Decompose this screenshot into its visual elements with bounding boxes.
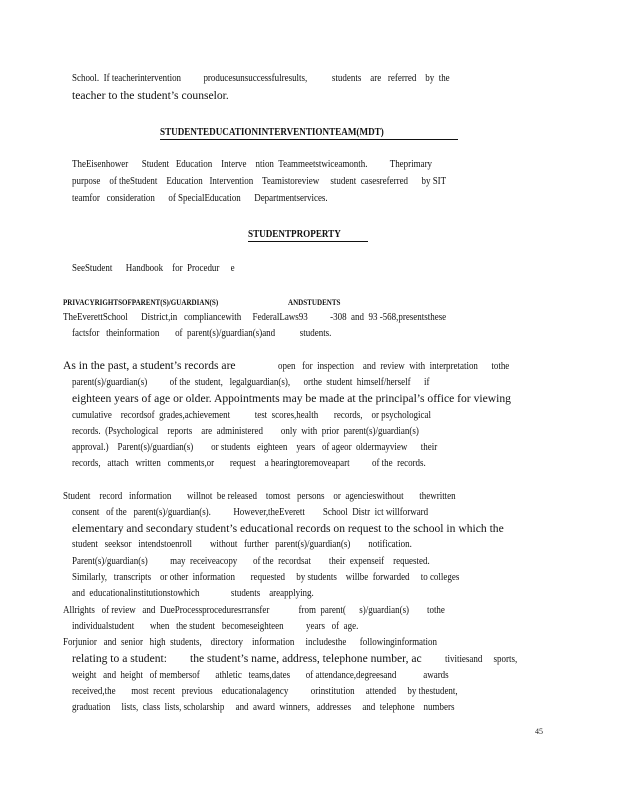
release-line-6: Similarly, transcripts or other information requested by students willbe forwarded to colleges <box>72 572 460 583</box>
release-line-4: student seeksor intendstoenroll without further parent(s)/guardian(s) notification. <box>72 539 412 550</box>
records-line-1b: open for inspection and review with interpretation tothe <box>278 361 510 372</box>
directory-line-2a: relating to a student: <box>72 652 167 665</box>
rights-line-1: Allrights of review and DueProcessproceduresrransfer from parent( s)/guardian(s) tothe <box>63 605 445 616</box>
records-line-4: cumulative recordsof grades,achievement test scores,health records, or psychological <box>72 410 431 421</box>
release-line-7: and educationalinstitutionstowhich students areapplying. <box>72 588 314 599</box>
intro-line-1: School. If teacherintervention producesunsuccessfulresults, students are referred by the <box>72 73 450 84</box>
directory-line-1: Forjunior and senior high students, directory information includesthe followinginformation <box>63 637 437 648</box>
page-number: 45 <box>535 727 543 736</box>
records-line-7: records, attach written comments,or request a hearingtoremoveapart of the records. <box>72 458 426 469</box>
release-line-2: consent of the parent(s)/guardian(s). However,theEverett School Distr ict willforward <box>72 507 429 518</box>
privacy-line-1: TheEverettSchool District,in compliancewith FederalLaws93 -308 and 93 -568,presentsthese <box>63 312 447 323</box>
mdt-heading-underline <box>160 139 458 140</box>
records-line-6: approval.) Parent(s)/guardian(s) or students eighteen years of ageor oldermayview their <box>72 442 438 453</box>
property-line: SeeStudent Handbook for Procedur e <box>72 263 235 274</box>
directory-line-4: received,the most recent previous educationalagency orinstitution attended by thestudent, <box>72 686 458 697</box>
mdt-heading: STUDENTEDUCATIONINTERVENTIONTEAM(MDT) <box>160 127 384 138</box>
release-line-5: Parent(s)/guardian(s) may receiveacopy of the recordsat their expenseif requested. <box>72 556 430 567</box>
directory-line-2b: the student’s name, address, telephone number, ac <box>190 652 422 665</box>
records-line-2: parent(s)/guardian(s) of the student, legalguardian(s), orthe student himself/herself if <box>72 377 430 388</box>
mdt-line-1: TheEisenhower Student Education Interve ntion Teammeetstwiceamonth. Theprimary <box>72 159 433 170</box>
records-line-1a: As in the past, a student’s records are <box>63 359 236 372</box>
privacy-line-2: factsfor theinformation of parent(s)/guardian(s)and students. <box>72 328 332 339</box>
intro-line-2: teacher to the student’s counselor. <box>72 89 229 102</box>
rights-line-2: individualstudent when the student becomeseighteen years of age. <box>72 621 359 632</box>
directory-line-3: weight and height of membersof athletic teams,dates of attendance,degreesand awards <box>72 670 449 681</box>
property-heading-underline <box>248 241 368 242</box>
release-line-1: Student record information willnot be released tomost persons or agencieswithout thewritten <box>63 491 456 502</box>
privacy-heading-right: ANDSTUDENTS <box>288 297 341 307</box>
directory-line-2c: tivitiesand sports, <box>445 654 518 665</box>
directory-line-5: graduation lists, class lists, scholarship and award winners, addresses and telephone numbers <box>72 702 455 713</box>
records-line-5: records. (Psychological reports are administered only with prior parent(s)/guardian(s) <box>72 426 419 437</box>
mdt-line-2: purpose of theStudent Education Intervention Teamistoreview student casesreferred by SIT <box>72 176 447 187</box>
mdt-line-3: teamfor consideration of SpecialEducation Departmentservices. <box>72 193 328 204</box>
property-heading: STUDENTPROPERTY <box>248 229 341 240</box>
privacy-heading-left: PRIVACYRIGHTSOFPARENT(S)/GUARDIAN(S) <box>63 297 219 307</box>
records-line-3: eighteen years of age or older. Appointments may be made at the principal’s office for viewing <box>72 392 511 405</box>
release-line-3: elementary and secondary student’s educational records on request to the school in which the <box>72 522 504 535</box>
